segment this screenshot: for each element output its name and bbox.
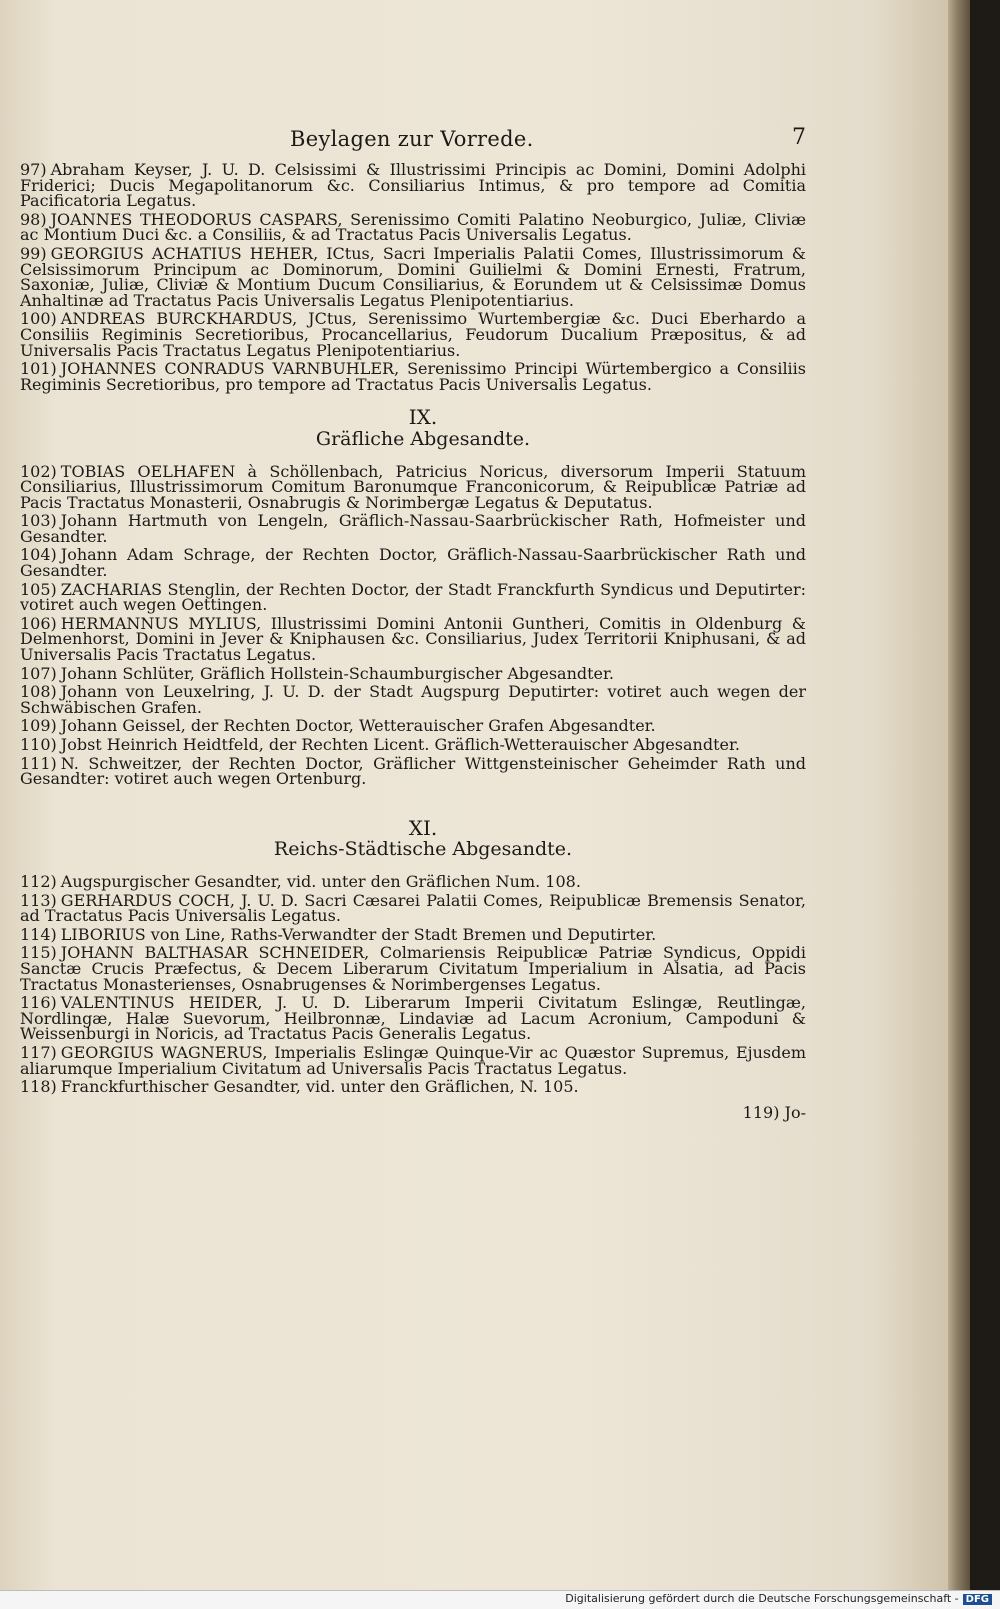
entry-text: Johann Geissel, der Rechten Doctor, Wetterauischer Grafen Abgesandter. — [60, 716, 656, 736]
entry-number: 118) — [20, 1077, 57, 1097]
entry-102 — [20, 461, 806, 512]
entry-106 — [20, 613, 806, 665]
entry-text: GEORGIUS WAGNERUS, Imperialis Eslingæ Quinque-Vir ac Quæstor Supremus, Ejusdem aliarumque Imperialium Civitatum ad Universalis Pacis Tractatus Legatus. — [20, 1042, 806, 1078]
entry-number: 97) — [20, 160, 47, 179]
entry-number: 108) — [20, 682, 57, 702]
entry-number: 109) — [20, 716, 57, 736]
entry-number: 117) — [20, 1042, 57, 1062]
entry-text: JOANNES THEODORUS CASPARS, Serenissimo Comiti Palatino Neoburgico, Juliæ, Cliviæ ac Montium Duci &c. a Consiliis, & ad Tractatus Pacis Universalis Legatus. — [20, 209, 806, 245]
catchword: 119) Jo- — [742, 1102, 806, 1122]
entry-number: 103) — [20, 511, 57, 531]
entry-98 — [20, 209, 806, 245]
entry-number: 114) — [20, 924, 57, 944]
funding-credit — [565, 1592, 992, 1605]
entry-text: Johann von Leuxelring, J. U. D. der Stadt Augspurg Deputirter: votiret auch wegen der Schwäbischen Grafen. — [20, 682, 806, 717]
page-header — [20, 125, 806, 162]
entry-number: 111) — [20, 753, 57, 773]
entry-number: 105) — [20, 579, 57, 599]
entries-block-1 — [20, 162, 806, 392]
running-head: Beylagen zur Vorrede. — [290, 127, 534, 151]
section-number-ix: IX. — [408, 405, 438, 430]
entry-text: ANDREAS BURCKHARDUS, JCtus, Serenissimo Wurtembergiæ &c. Duci Eberhardo a Consiliis Regiminis Secretioribus, Procancellarius, Feudorum Ducalium Præpositus, & ad Universalis Pacis Tractatus Legatus Plenipotentiarius. — [20, 309, 806, 360]
entry-number: 107) — [20, 663, 57, 683]
entry-107 — [20, 663, 806, 683]
entry-114 — [20, 924, 806, 944]
entry-text: TOBIAS OELHAFEN à Schöllenbach, Patricius Noricus, diversorum Imperii Statuum Consiliarius, Illustrissimorum Comitum Baronumque Franconicorum, & Reipublicæ Patriæ ad Pacis Tractatus Monasterii, Osnabrugis & Norimbergæ Legatus & Deputatus. — [20, 461, 806, 512]
entry-101 — [20, 361, 806, 392]
entry-number: 99) — [20, 243, 47, 263]
entry-text: Johann Adam Schrage, der Rechten Doctor, Gräflich-Nassau-Saarbrückischer Rath und Gesandter. — [20, 545, 806, 581]
page-content — [20, 125, 806, 1122]
entry-number: 98) — [20, 209, 47, 229]
entry-109 — [20, 718, 806, 734]
entry-117 — [20, 1042, 806, 1078]
section-title-xi: Reichs-Städtische Abgesandte. — [273, 838, 573, 861]
entry-text: VALENTINUS HEIDER, J. U. D. Liberarum Imperii Civitatum Eslingæ, Reutlingæ, Nordlingæ, Halæ Suevorum, Heilbronnæ, Lindaviæ ad Lacum Acronium, Campoduni & Weissenburgi in Noricis, ad Tractatus Pacis Generalis Legatus. — [20, 993, 806, 1044]
entry-103 — [20, 513, 806, 544]
entry-number: 100) — [20, 309, 57, 329]
entry-99 — [20, 243, 806, 310]
entry-text: Augspurgischer Gesandter, vid. unter den Gräflichen Num. 108. — [60, 871, 581, 891]
entry-number: 102) — [20, 461, 57, 481]
entry-text: ZACHARIAS Stenglin, der Rechten Doctor, der Stadt Franckfurth Syndicus und Deputirter: votiret auch wegen Oettingen. — [20, 579, 806, 615]
dfg-logo: DFG — [963, 1594, 992, 1605]
entry-text: Jobst Heinrich Heidtfeld, der Rechten Licent. Gräflich-Wetterauischer Abgesandter. — [60, 735, 740, 754]
entry-text: Franckfurthischer Gesandter, vid. unter den Gräflichen, N. 105. — [60, 1077, 579, 1097]
entry-110 — [20, 737, 806, 753]
scan-background — [970, 0, 1000, 1590]
entry-112 — [20, 871, 806, 891]
entry-text: HERMANNUS MYLIUS, Illustrissimi Domini Antonii Guntheri, Comitis in Oldenburg & Delmenhorst, Domini in Jever & Kniphausen &c. Consiliarius, Judex Territorii Kniphusani, & ad Universalis Pacis Tractatus Legatus. — [20, 613, 806, 665]
entry-text: JOHANN BALTHASAR SCHNEIDER, Colmariensis Reipublicæ Patriæ Syndicus, Oppidi Sanctæ Crucis Præfectus, & Decem Liberarum Civitatum Imperialium in Alsatia, ad Pacis Tractatus Monasterienses, Osnabrugenses & Norimbergenses Legatus. — [20, 943, 806, 994]
section-title-ix: Gräfliche Abgesandte. — [315, 427, 531, 450]
entries-block-2 — [20, 461, 806, 789]
credit-text: Digitalisierung gefördert durch die Deutsche Forschungsgemeinschaft - — [565, 1592, 959, 1605]
entry-104 — [20, 545, 806, 581]
entry-118 — [20, 1079, 806, 1095]
entry-97 — [20, 162, 806, 209]
entry-number: 115) — [20, 943, 57, 963]
entry-text: GEORGIUS ACHATIUS HEHER, ICtus, Sacri Imperialis Palatii Comes, Illustrissimorum & Celsissimorum Principum ac Dominorum, Domini Guilielmi & Domini Ernesti, Fratrum, Saxoniæ, Juliæ, Cliviæ & Montium Ducum Consiliarius, & Eorundem ut & Celsissimæ Domus Anhaltinæ ad Tractatus Pacis Universalis Legatus Plenipotentiarius. — [20, 243, 806, 310]
section-number-xi: XI. — [408, 815, 438, 840]
entry-108 — [20, 684, 806, 715]
entry-text: Johann Hartmuth von Lengeln, Gräflich-Nassau-Saarbrückischer Rath, Hofmeister und Gesandter. — [20, 511, 806, 546]
entry-105 — [20, 579, 806, 615]
entry-number: 113) — [20, 890, 57, 910]
entry-text: Johann Schlüter, Gräflich Hollstein-Schaumburgischer Abgesandter. — [60, 663, 614, 683]
entry-115 — [20, 945, 806, 992]
entry-number: 101) — [20, 359, 57, 379]
entry-text: LIBORIUS von Line, Raths-Verwandter der Stadt Bremen und Deputirter. — [60, 924, 657, 944]
entry-111 — [20, 753, 806, 789]
entry-number: 112) — [20, 871, 57, 891]
entry-text: N. Schweitzer, der Rechten Doctor, Gräflicher Wittgensteinischer Geheimder Rath und Gesandter: votiret auch wegen Ortenburg. — [20, 753, 806, 789]
entries-block-3 — [20, 871, 806, 1097]
entry-number: 116) — [20, 993, 57, 1013]
page-number: 7 — [792, 125, 806, 150]
page-edge — [948, 0, 970, 1590]
entry-100 — [20, 311, 806, 358]
entry-text: JOHANNES CONRADUS VARNBUHLER, Serenissimo Principi Würtembergico a Consiliis Regiminis Secretioribus, pro tempore ad Tractatus Pacis Universalis Legatus. — [20, 359, 806, 394]
entry-number: 110) — [20, 735, 57, 754]
entry-number: 106) — [20, 613, 57, 633]
footer-bar — [0, 1590, 1000, 1609]
entry-text: GERHARDUS COCH, J. U. D. Sacri Cæsarei Palatii Comes, Reipublicæ Bremensis Senator, ad Tractatus Pacis Universalis Legatus. — [20, 890, 806, 926]
entry-text: Abraham Keyser, J. U. D. Celsissimi & Illustrissimi Principis ac Domini, Domini Adolphi Friderici; Ducis Megapolitanorum &c. Consiliarius Intimus, & pro tempore ad Comitia Pacificatoria Legatus. — [20, 160, 806, 211]
entry-116 — [20, 995, 806, 1042]
entry-113 — [20, 890, 806, 926]
entry-number: 104) — [20, 545, 57, 565]
